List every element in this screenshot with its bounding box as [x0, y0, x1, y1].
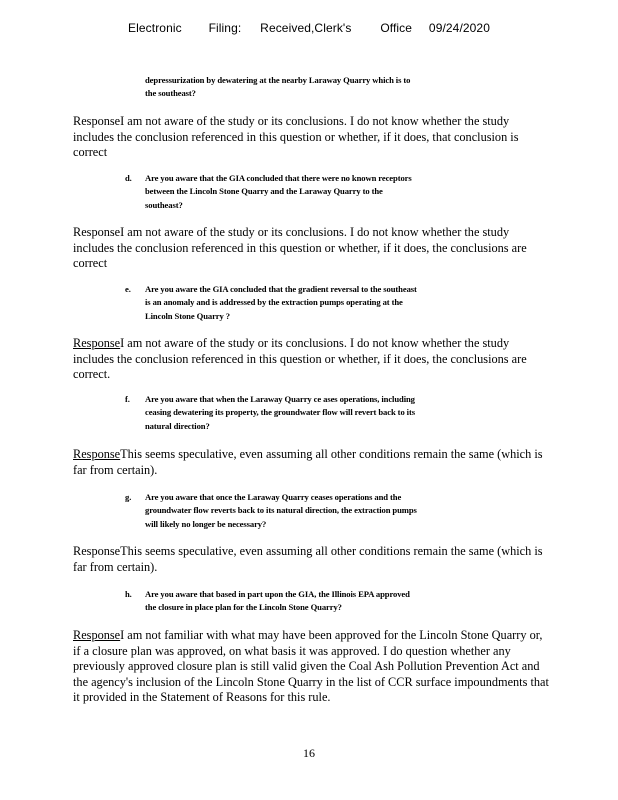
question-line: Are you aware that the GIA concluded that there were no known receptors: [145, 173, 412, 183]
question-line: will likely no longer be necessary?: [145, 518, 267, 529]
response-line: I am not aware of the study or its conclusions. I do not know whether the study: [120, 114, 510, 128]
response-label: Response: [73, 628, 121, 642]
question-h: [125, 588, 410, 615]
response-line: I am not familiar with what may have been approved for the Lincoln Stone Quarry or,: [120, 628, 543, 642]
question-line: the southeast?: [145, 88, 196, 99]
response-4: [73, 447, 601, 478]
response-line: far from certain).: [73, 559, 158, 574]
response-label: Response: [73, 544, 121, 558]
response-line: correct.: [73, 367, 111, 381]
question-line: southeast?: [145, 199, 183, 210]
response-6: [73, 628, 601, 706]
question-line: Lincoln Stone Quarry ?: [145, 310, 230, 321]
response-label: Response: [73, 447, 121, 461]
page-number: 16: [303, 746, 315, 760]
response-line: This seems speculative, even assuming all other conditions remain the same (which is: [120, 544, 543, 558]
response-line: if a closure plan was approved, on what basis it was approved. I do question whether any: [73, 643, 511, 658]
question-number: f.: [125, 394, 130, 404]
response-line: the agency's inclusion of the Lincoln Stone Quarry in the list of CCR surface impoundments that: [73, 674, 549, 689]
question-line: Are you aware that based in part upon the GIA, the Illinois EPA approved: [145, 589, 410, 599]
response-label: Response: [73, 225, 121, 239]
response-line: previously approved closure plan is still valid given the Coal Ash Pollution Prevention Act and: [73, 659, 540, 673]
response-line: correct: [73, 145, 108, 159]
header-received: Received,Clerk's: [260, 21, 352, 35]
response-line: includes the conclusion referenced in this question or whether, if it does, the conclusions are: [73, 351, 527, 366]
response-label: Response: [73, 114, 121, 128]
response-line: includes the conclusion referenced in this question or whether, if it does, that conclusion is: [73, 129, 519, 144]
question-number: h.: [125, 589, 132, 599]
question-c-tail: [145, 74, 410, 101]
question-line: groundwater flow reverts back to its natural direction, the extraction pumps: [145, 505, 417, 516]
question-line: natural direction?: [145, 420, 210, 431]
header-electronic: Electronic: [128, 21, 182, 35]
question-line: ceasing dewatering its property, the groundwater flow will revert back to its: [145, 407, 415, 418]
response-line: far from certain).: [73, 462, 158, 477]
response-5: [73, 544, 601, 575]
response-line: This seems speculative, even assuming all other conditions remain the same (which is: [120, 447, 543, 461]
header-filing: Filing:: [208, 21, 242, 35]
question-line: is an anomaly and is addressed by the extraction pumps operating at the: [145, 297, 403, 308]
response-line: I am not aware of the study or its conclusions. I do not know whether the study: [120, 336, 510, 350]
question-line: between the Lincoln Stone Quarry and the Laraway Quarry to the: [145, 186, 383, 197]
question-line: Are you aware the GIA concluded that the gradient reversal to the southeast: [145, 284, 417, 294]
response-line: I am not aware of the study or its conclusions. I do not know whether the study: [120, 225, 510, 239]
header-date: 09/24/2020: [428, 21, 490, 35]
response-line: includes the conclusion referenced in this question or whether, if it does, the conclusions are: [73, 240, 527, 255]
question-line: Are you aware that when the Laraway Quarry ce ases operations, including: [145, 394, 415, 404]
response-line: correct: [73, 256, 108, 270]
response-line: it provided in the Statement of Reasons for this rule.: [73, 690, 331, 704]
question-f: [125, 393, 415, 433]
filing-header: [0, 21, 618, 35]
question-number: g.: [125, 492, 132, 502]
question-line: the closure in place plan for the Lincoln Stone Quarry?: [145, 602, 342, 613]
question-e: [125, 283, 417, 323]
response-1: [73, 114, 601, 161]
question-number: e.: [125, 284, 131, 294]
question-line: depressurization by dewatering at the nearby Laraway Quarry which is to: [145, 75, 411, 85]
question-g: [125, 491, 417, 531]
header-office: Office: [380, 21, 413, 35]
question-number: d.: [125, 173, 132, 183]
response-3: [73, 336, 601, 383]
question-line: Are you aware that once the Laraway Quarry ceases operations and the: [145, 492, 402, 502]
response-2: [73, 225, 601, 272]
question-d: [125, 172, 412, 212]
response-label: Response: [73, 336, 121, 350]
